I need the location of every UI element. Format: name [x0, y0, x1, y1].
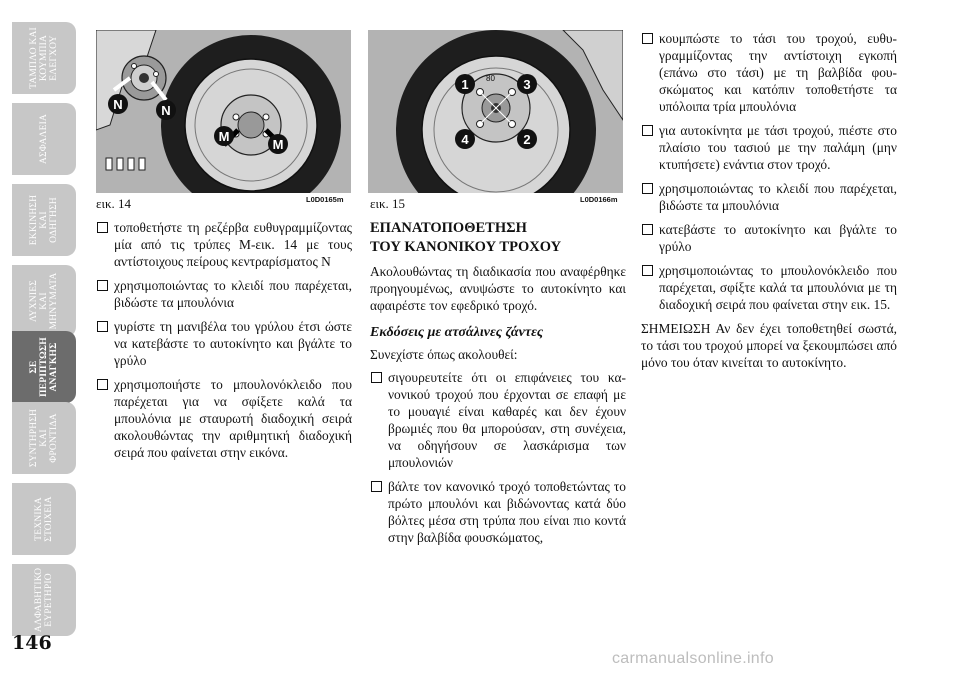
tab-label: ΑΣΦΑΛΕΙΑ [39, 113, 49, 165]
tab-warning-lights[interactable] [12, 265, 76, 337]
marker-bolt-4: 4 [455, 129, 475, 149]
wheel-hub-illustration [96, 30, 351, 193]
marker-n-right: N [156, 100, 176, 120]
instruction-item: χρησιμοποιώντας το κλειδί που παρέχεται, βιδώστε τα μπουλόνια [96, 277, 352, 311]
figure-14-code: L0D0165m [306, 195, 344, 204]
tab-technical-data[interactable] [12, 483, 76, 555]
figure-15-caption: εικ. 15 [370, 196, 406, 211]
marker-m-left: M [214, 126, 234, 146]
tab-label: ΤΑΜΠΛΟ ΚΑΙ ΚΟΥΜΠΙΑ ΕΛΕΓΧΟΥ [29, 27, 59, 89]
marker-n-left: N [108, 94, 128, 114]
section-sidebar [0, 0, 80, 677]
subsection-heading: Εκδόσεις με ατσάλινες ζάντες [370, 325, 544, 340]
text-column-2 [370, 219, 626, 553]
section-heading-line-1: ΕΠΑΝΑΤΟΠΟΘΕΤΗΣΗ [370, 220, 527, 236]
wheel-bolt-pattern-illustration [368, 30, 623, 193]
text-column-3 [641, 30, 897, 381]
instruction-item: κατεβάστε το αυτοκίνητο και βγάλτε το γρύλο [641, 221, 897, 255]
figure-15-tightening-order [368, 30, 623, 193]
tab-safety[interactable] [12, 103, 76, 175]
instruction-item: βάλτε τον κανονικό τροχό τοποθετώντας το πρώτο μπουλόνι και βιδώνοντας κατά δύο βόλτες μέσα στη τρύπα που είναι πιο κοντά στην βαλβίδα φουσκώματος, [370, 478, 626, 546]
figure-14-spare-wheel [96, 30, 351, 193]
subsection-intro: Συνεχίστε όπως ακολουθεί: [370, 347, 518, 362]
page-number: 146 [12, 632, 52, 654]
instruction-item: χρησιμοποιώντας το κλειδί που παρέχεται, βιδώστε τα μπουλόνια [641, 180, 897, 214]
marker-bolt-3: 3 [517, 74, 537, 94]
tab-label: ΣΕ ΠΕΡΙΠΤΩΣΗ ΑΝΑΓΚΗΣ [29, 337, 59, 397]
tab-label: ΑΛΦΑΒΗΤΙΚΟ ΕΥΡΕΤΗΡΙΟ [34, 567, 54, 633]
instruction-item: γυρίστε τη μανιβέλα του γρύλου έτσι ώστε να κατεβάστε το αυτοκίνητο και βγάλτε το γρύλο [96, 318, 352, 369]
marker-bolt-2: 2 [517, 129, 537, 149]
instruction-item: χρησιμοποιώντας το μπουλονόκλειδο που παρέχεται, σφίξτε καλά τα μπουλόνια με τη διαδοχική σειρά που φαίνεται στην εικ. 15. [641, 262, 897, 313]
figure-15-code: L0D0166m [580, 195, 618, 204]
tab-label: ΛΥΧΝΙΕΣ ΚΑΙ ΜΗΝΥΜΑΤΑ [29, 272, 59, 330]
tab-label: ΤΕΧΝΙΚΑ ΣΤΟΙΧΕΙΑ [34, 496, 54, 542]
watermark: carmanualsonline.info [612, 650, 774, 667]
instruction-item: τοποθετήστε τη ρεζέρβα ευθυγραμμίζοντας μία από τις τρύπες Μ-εικ. 14 με τους αντίστοιχους πείρους κεντραρίσματος Ν [96, 219, 352, 270]
marker-m-right: M [268, 134, 288, 154]
tab-emergency[interactable] [12, 331, 76, 403]
intro-paragraph: Ακολουθώντας τη διαδικασία που αναφέρθηκε προηγουμένως, ανυψώστε το αυτοκίνητο και αφαιρέστε τον εφεδρικό τροχό. [370, 264, 626, 313]
figure-14-caption: εικ. 14 [96, 196, 132, 211]
instruction-item: για αυτοκίνητα με τάσι τροχού, πιέστε στο πλαίσιο του τασιού με την παλάμη (μην κτυπήσετε) ενάντια στον τροχό. [641, 122, 897, 173]
hub-label: 80 [486, 74, 495, 83]
tab-maintenance[interactable] [12, 402, 76, 474]
tab-label: ΕΚΚΙΝΗΣΗ ΚΑΙ ΟΔΗΓΗΣΗ [29, 194, 59, 246]
text-column-1 [96, 219, 352, 468]
tab-starting-driving[interactable] [12, 184, 76, 256]
tab-label: ΣΥΝΤΗΡΗΣΗ ΚΑΙ ΦΡΟΝΤΙΔΑ [29, 408, 59, 468]
tab-controls[interactable] [12, 22, 76, 94]
section-heading-line-2: ΤΟΥ ΚΑΝΟΝΙΚΟΥ ΤΡΟΧΟΥ [370, 239, 562, 255]
section-heading [370, 219, 626, 257]
tab-index[interactable] [12, 564, 76, 636]
instruction-item: κουμπώστε το τάσι του τροχού, ευθυγραμμίζοντας την αντίστοιχη εγκοπή (επάνω στο τάσι) με τη βαλβίδα φουσκώματος και κατόπιν τοποθετήστε τα υπόλοιπα τρία μπουλόνια [641, 30, 897, 115]
marker-bolt-1: 1 [455, 74, 475, 94]
instruction-item: σιγουρευτείτε ότι οι επιφάνειες του κανονικού τροχού που έρχονται σε επαφή με το μουαγιέ είναι καθαρές και δεν έχουν βρωμιές που θα μπορούσαν, στη συνέχεια, να οδηγήσουν σε λασκάρισμα των μπουλονιών [370, 369, 626, 471]
instruction-item: χρησιμοποιήστε το μπουλονόκλειδο που παρέχεται για να σφίξετε καλά τα μπουλόνια με σταυρωτή διαδοχική σειρά ακολουθώντας την αριθμητική διαδοχική σειρά που φαίνεται στην εικόνα. [96, 376, 352, 461]
note-paragraph: ΣΗΜΕΙΩΣΗ Αν δεν έχει τοποθετηθεί σωστά, το τάσι του τροχού μπορεί να ξεκουμπώσει από μόνο του όταν κινείται το αυτοκίνητο. [641, 321, 897, 370]
